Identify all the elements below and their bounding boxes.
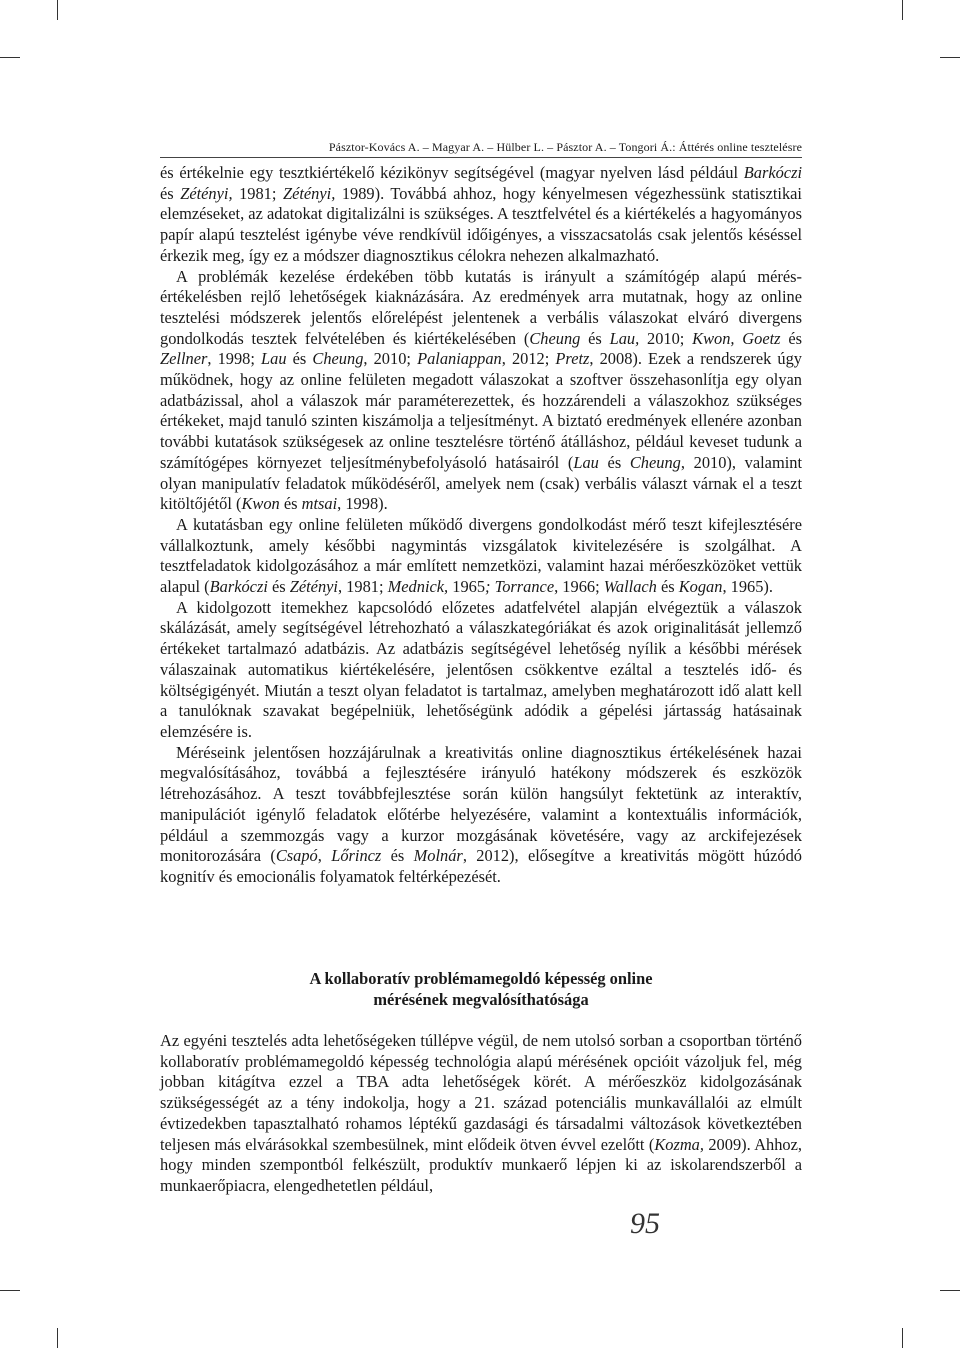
text-run: Az egyéni tesztelés adta lehetőségeken túllépve végül, de nem utolsó sorban a csoportban történő kollaboratív problémamegoldó képesség technológia alapú mérésének opcióit vázoljuk fel, még jobban kitágítva ezzel a TBA adta lehetőségek körét. A mérőeszköz kidolgozásának szükségességét az a tény indokolja, hogy a 21. század potenciális munkavállalói az elmúlt évtizedekben tapasztalható rohamos léptékű gazdasági és társadalmi változások következtében teljesen más elvárásokkal szembesülnek, mint elődeik ötven évvel ezelőtt ( <box>160 1031 802 1154</box>
paragraph <box>160 163 802 267</box>
text-run: , 2010; <box>363 349 418 369</box>
paragraph <box>160 267 802 515</box>
text-run: és <box>381 846 414 866</box>
citation-text: Zétényi, <box>180 183 233 203</box>
text-run: , 1998; <box>207 349 262 369</box>
text-run: , <box>317 846 332 866</box>
citation-text: Pretz <box>555 349 590 369</box>
crop-mark-bottom-right-horizontal <box>940 1290 960 1291</box>
text-run: 2010; <box>639 328 693 348</box>
text-run: és <box>160 183 181 203</box>
citation-text: Kwon, Goetz <box>692 328 781 348</box>
paragraph <box>160 515 802 598</box>
citation-text: Cheung <box>629 452 681 472</box>
header-divider <box>160 157 802 158</box>
text-run: 1989). Továbbá ahhoz, hogy kényelmesen végezhessünk statisztikai elemzéseket, az adatokat digitalizálni is szükséges. A tesztfelvétel és a kiértékelés a hagyományos papír alapú tesztelést igénybe véve rendkívül időigényes, a visszacsatolás csak jelentős késéssel érkezik meg, így ez a módszer diagnosztikus célokra nehezen alkalmazható. <box>160 183 802 265</box>
citation-text: Zellner <box>160 349 208 369</box>
citation-text: Wallach <box>603 577 657 597</box>
citation-text: Kogan <box>678 577 723 597</box>
crop-mark-bottom-left-vertical <box>57 1328 58 1348</box>
crop-mark-top-left-vertical <box>57 0 58 20</box>
citation-text: Mednick, <box>387 577 449 597</box>
text-run: , 2012; <box>501 349 556 369</box>
citation-text: Lau, <box>609 328 640 348</box>
citation-text: Barkóczi <box>209 577 268 597</box>
citation-text: Barkóczi <box>743 163 802 182</box>
citation-text: Molnár <box>413 846 463 866</box>
citation-text: Palaniappan <box>417 349 502 369</box>
citation-text: mtsai <box>301 494 338 514</box>
text-run: és <box>267 577 290 597</box>
crop-mark-top-right-vertical <box>902 0 903 20</box>
text-run: , 1965). <box>722 577 773 597</box>
citation-text: Zétényi, <box>282 183 336 203</box>
text-run: 1981; <box>232 183 283 203</box>
crop-mark-bottom-right-vertical <box>902 1328 903 1348</box>
section-heading-line-2: mérésének megvalósíthatósága <box>373 989 589 1009</box>
page-number: 95 <box>630 1207 660 1240</box>
section-paragraph <box>160 1031 802 1197</box>
text-run: , 2012), elősegítve a kreativitás mögött húzódó kognitív és emocionális folyamatok feltérképezését. <box>160 846 802 886</box>
citation-text: Lőrincz <box>331 846 382 866</box>
text-run: A kutatásban egy online felületen működő divergens gondolkodást mérő teszt kifejlesztésére vállalkoztunk, amely későbbi nagymintás vizsgálatok kivitelezésére is szolgálhat. A tesztfeladatok kidolgozásához a már említett nemzetközi, valamint hazai mérőeszközöket vettük alapul ( <box>160 514 802 597</box>
text-run: és <box>598 452 630 472</box>
text-run: és <box>580 328 610 348</box>
text-run: és <box>656 577 679 597</box>
paragraph <box>160 598 802 743</box>
citation-text: Lau <box>573 452 599 472</box>
text-run: 2009). Ahhoz, hogy minden szempontból felkészült, produktív munkaerő lépjen ki az iskolarendszerből a munkaerőpiacra, elengedhetetlen például, <box>160 1134 802 1195</box>
text-run: A problémák kezelése érdekében több kutatás is irányult a számítógép alapú mérés-értékelésben rejlő lehetőségek kiaknázására. Az eredmények arra mutatnak, hogy az online tesztelési módszerek jelentős előrelépést jelentenek a verbális válaszokat elváró divergens gondolkodás tesztek felvételében és kiértékelésében ( <box>160 266 802 348</box>
text-run: és <box>286 349 313 369</box>
text-run: 1965 <box>448 577 486 597</box>
body-text <box>160 163 802 888</box>
crop-mark-bottom-left-horizontal <box>0 1290 20 1291</box>
text-run: , 1998). <box>337 494 388 514</box>
text-run: Méréseink jelentősen hozzájárulnak a kreativitás online diagnosztikus értékelésének hazai megvalósításához, továbbá a fejlesztésére irányuló hatékony módszerek és eszközök létrehozásához. A teszt továbbfejlesztése során külön hangsúlyt fektetünk az interaktív, manipulációt igénylő feladatok előtérbe helyezésére, valamint a kontextuális információk, például a szemmozgás vagy a kurzor mozgásának követésére, vagy az arckifejezések monitorozására ( <box>160 742 802 866</box>
section-body-text <box>160 1031 802 1197</box>
crop-mark-top-left-horizontal <box>0 57 20 58</box>
section-heading <box>160 969 802 1010</box>
text-run: A kidolgozott itemekhez kapcsolódó előzetes adatfelvétel alapján elvégeztük a válaszok skálázását, amely segítségével létrehozható a válaszkategóriákat és azok originalitását jellemző értékeket tartalmazó adatbázis. Az adatbázis segítségével lehetőség nyílik a későbbi mérések válaszainak automatikus kiértékelésére, jelentősen csökkentve ezáltal a tesztelés idő- és költségigényét. Miután a teszt olyan feladatot is tartalmaz, amelyben meghatározott idő alatt kell a tanulóknak szavakat begépelniük, lehetőségünk adódik a gépelési jártasság hatásainak elemzésére is. <box>160 597 802 741</box>
paragraph <box>160 743 802 888</box>
text-run: , 2010), valamint olyan manipulatív feladatok működéséről, amelyek nem (csak) verbális választ várnak el a teszt kitöltőjétől ( <box>160 452 802 514</box>
citation-text: Kwon <box>241 494 280 514</box>
running-header: Pásztor-Kovács A. – Magyar A. – Hülber L. – Pásztor A. – Tongori Á.: Áttérés online tesztelésre <box>328 140 802 154</box>
crop-mark-top-right-horizontal <box>940 57 960 58</box>
citation-text: Cheung <box>529 328 581 348</box>
citation-text: Kozma, <box>654 1134 704 1154</box>
citation-text: ; Torrance <box>485 577 555 597</box>
section-heading-line-1: A kollaboratív problémamegoldó képesség online <box>309 969 653 988</box>
text-run: és értékelnie egy tesztkiértékelő kézikönyv segítségével (magyar nyelven lásd például <box>160 163 744 182</box>
text-run: , 1966; <box>554 577 604 597</box>
text-run: , 1981; <box>337 577 388 597</box>
citation-text: Lau <box>261 349 287 369</box>
text-run: és <box>780 328 802 348</box>
citation-text: Csapó <box>275 846 318 866</box>
citation-text: Cheung <box>312 349 364 369</box>
text-run: és <box>279 494 302 514</box>
citation-text: Zétényi <box>289 577 338 597</box>
text-run: , 2008). Ezek a rendszerek úgy működnek, hogy az online felületen megadott válaszokat a szoftver összehasonlítja egy olyan adatbázissal, ahol a válaszok már paraméterezettek, és hozzárendeli a válaszokhoz szükséges értékeket, majd tanuló szinten kiszámolja a teljesítményt. A biztató eredmények ellenére azonban további kutatások szükségesek az online tesztelésre történő átálláshoz, például keveset tudunk a számítógépes környezet teljesítménybefolyásoló hatásairól ( <box>160 349 802 472</box>
